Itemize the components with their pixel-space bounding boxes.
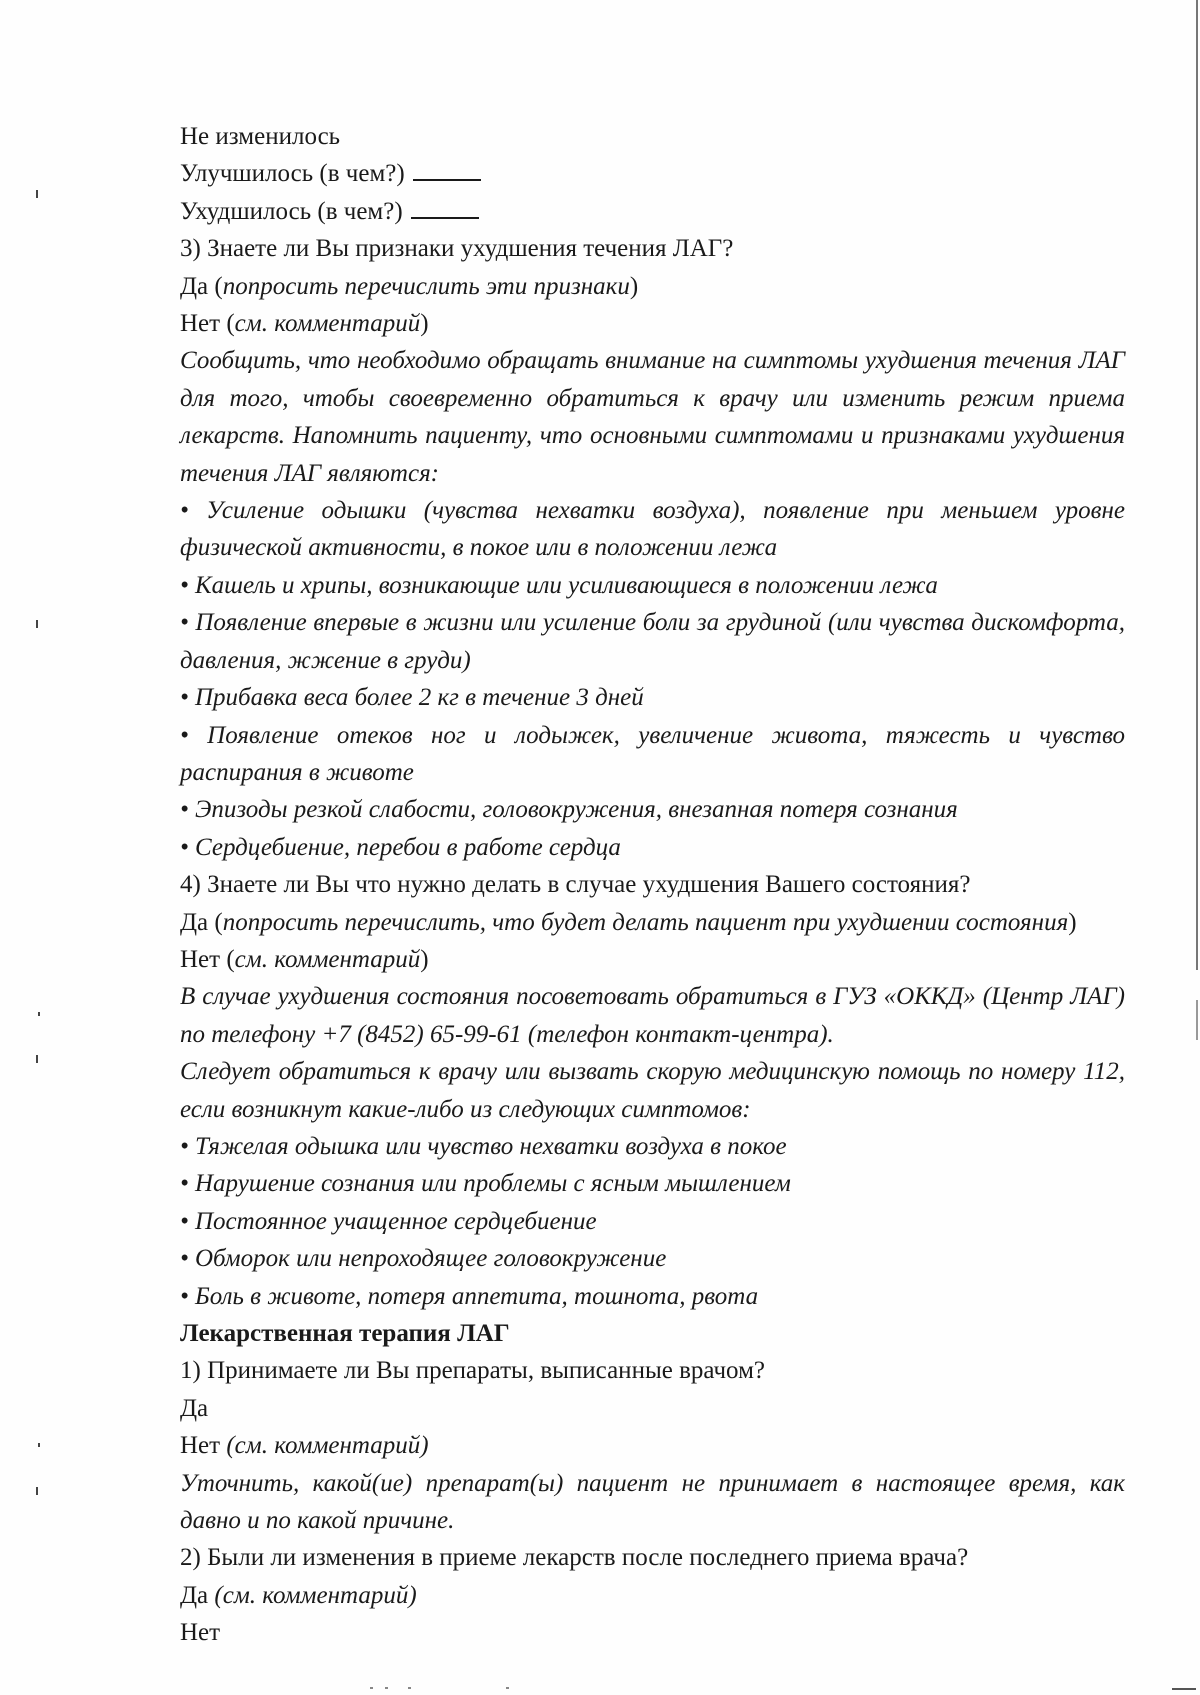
- answer-label: Нет (: [180, 945, 235, 973]
- symptom-bullet: • Усиление одышки (чувства нехватки воздуха), появление при меньшем уровне физической активности, в покое или в положении лежа: [180, 497, 1125, 562]
- scan-artifact: [408, 1687, 411, 1689]
- symptom-bullet: • Появление отеков ног и лодыжек, увеличение живота, тяжесть и чувство распирания в животе: [180, 721, 1125, 786]
- answer-option-yes: [180, 904, 1125, 941]
- answer-label: ): [629, 272, 639, 300]
- answer-label: Да: [180, 1581, 215, 1609]
- answer-option-yes: [180, 1577, 1125, 1614]
- answer-label: ): [1068, 908, 1077, 936]
- scan-artifact: [38, 1012, 40, 1016]
- answer-instruction: (см. комментарий): [214, 1581, 417, 1609]
- answer-option-no: [180, 1427, 1125, 1464]
- medication-question-1: 1) Принимаете ли Вы препараты, выписанные врачом?: [180, 1357, 765, 1385]
- answer-label: ): [420, 945, 429, 973]
- answer-option-label: Ухудшилось (в чем?): [180, 197, 403, 225]
- comment-paragraph: Уточнить, какой(ие) препарат(ы) пациент не принимает в настоящее время, как давно и по какой причине.: [180, 1469, 1125, 1535]
- answer-option-no: [180, 305, 1125, 342]
- symptom-bullet: • Эпизоды резкой слабости, головокружения, внезапная потеря сознания: [180, 796, 958, 824]
- answer-option-unchanged: Не изменилось: [180, 123, 341, 150]
- answer-label: ): [420, 310, 429, 338]
- emergency-symptom-bullet: • Нарушение сознания или проблемы с ясным мышлением: [180, 1170, 791, 1198]
- blank-field: [411, 195, 479, 219]
- answer-label: Нет: [180, 1432, 227, 1460]
- scan-edge-line: [1172, 1688, 1196, 1690]
- symptom-bullet: • Прибавка веса более 2 кг в течение 3 дней: [180, 684, 644, 712]
- scan-artifact: [506, 1687, 509, 1689]
- answer-label: Да (: [180, 272, 223, 300]
- symptom-bullet: • Сердцебиение, перебои в работе сердца: [180, 833, 621, 861]
- emergency-symptom-bullet: • Постоянное учащенное сердцебиение: [180, 1207, 597, 1235]
- scan-artifact: [385, 1687, 388, 1689]
- scan-artifact: [38, 1443, 40, 1447]
- answer-instruction: (см. комментарий): [226, 1432, 429, 1460]
- comment-paragraph: Следует обратиться к врачу или вызвать скорую медицинскую помощь по номеру 112, если возникнут какие-либо из следующих симптомов:: [180, 1058, 1125, 1123]
- answer-option-no: [180, 941, 1125, 978]
- document-body: [180, 118, 1125, 1652]
- answer-instruction: см. комментарий: [234, 310, 421, 338]
- question-4: 4) Знаете ли Вы что нужно делать в случае ухудшения Вашего состояния?: [180, 871, 971, 899]
- scan-artifact: [370, 1687, 373, 1689]
- answer-option-no: Нет: [180, 1619, 221, 1647]
- comment-paragraph: Сообщить, что необходимо обращать внимание на симптомы ухудшения течения ЛАГ для того, чтобы своевременно обратиться к врачу или изменить режим приема лекарств. Напомнить пациенту, что основными симптомами и признаками ухудшения течения ЛАГ являются:: [180, 347, 1125, 487]
- answer-instruction: попросить перечислить, что будет делать пациент при ухудшении состояния: [222, 908, 1069, 936]
- scan-artifact: [36, 1055, 38, 1063]
- blank-field: [413, 157, 481, 181]
- scan-edge-line: [1196, 0, 1198, 970]
- medication-question-2: 2) Были ли изменения в приеме лекарств после последнего приема врача?: [180, 1544, 969, 1572]
- symptom-bullet: • Появление впервые в жизни или усиление боли за грудиной (или чувства дискомфорта, давления, жжение в груди): [180, 609, 1125, 674]
- question-3: 3) Знаете ли Вы признаки ухудшения течения ЛАГ?: [180, 235, 734, 263]
- scan-artifact: [36, 620, 38, 628]
- emergency-symptom-bullet: • Тяжелая одышка или чувство нехватки воздуха в покое: [180, 1132, 787, 1160]
- answer-option-yes: Да: [180, 1394, 209, 1422]
- answer-instruction: попросить перечислить эти признаки: [222, 272, 630, 300]
- answer-label: Нет (: [180, 310, 235, 338]
- answer-option-yes: [180, 268, 1125, 305]
- answer-option-label: Улучшилось (в чем?): [180, 160, 405, 188]
- scan-edge-line: [1196, 1000, 1198, 1040]
- answer-option-improved: [180, 155, 1125, 192]
- answer-instruction: см. комментарий: [234, 945, 421, 973]
- answer-label: Да (: [180, 908, 223, 936]
- comment-paragraph: В случае ухудшения состояния посоветовать обратиться в ГУЗ «ОККД» (Центр ЛАГ) по телефону +7 (8452) 65-99-61 (телефон контакт-центра).: [180, 983, 1125, 1048]
- scan-artifact: [36, 190, 38, 198]
- answer-option-worsened: [180, 193, 1125, 230]
- symptom-bullet: • Кашель и хрипы, возникающие или усиливающиеся в положении лежа: [180, 571, 938, 599]
- section-heading: Лекарственная терапия ЛАГ: [180, 1320, 510, 1347]
- scan-artifact: [36, 1487, 38, 1495]
- emergency-symptom-bullet: • Боль в животе, потеря аппетита, тошнота, рвота: [180, 1282, 759, 1310]
- emergency-symptom-bullet: • Обморок или непроходящее головокружение: [180, 1245, 667, 1273]
